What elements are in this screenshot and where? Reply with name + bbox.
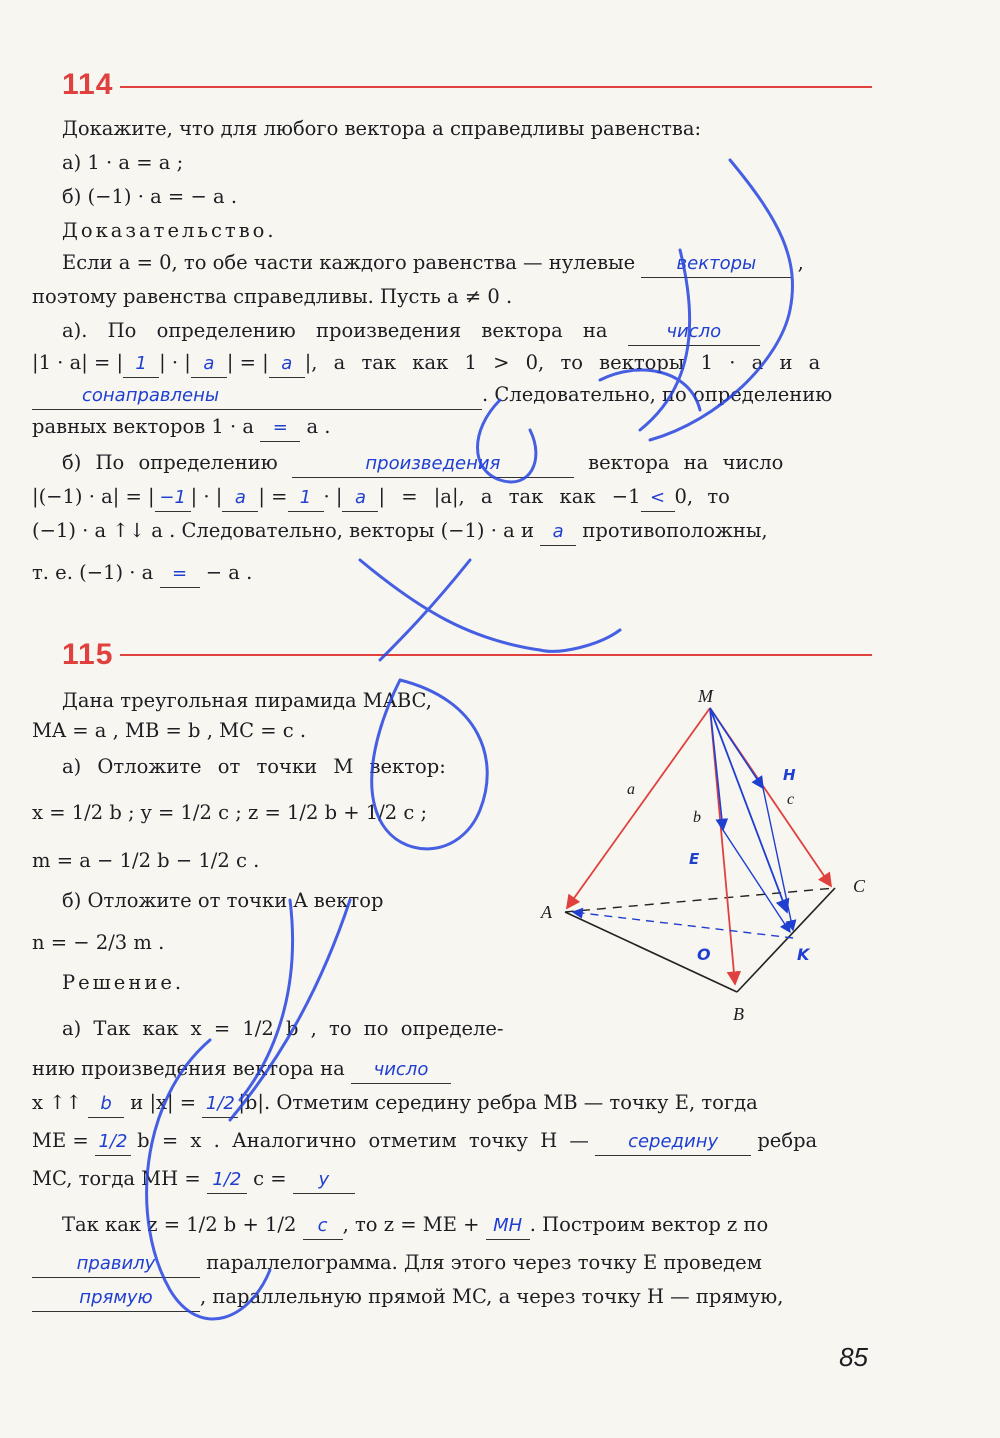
solution-line-2 — [32, 1056, 451, 1084]
scribble-stroke — [380, 560, 470, 660]
answer-midpoint: середину — [628, 1131, 719, 1152]
answer-blank[interactable] — [540, 518, 576, 546]
proof-line-6-text: равных векторов 1 · a — [32, 415, 255, 438]
solution-line-6-part: Так как z = 1/2 b + 1/2 — [62, 1213, 297, 1236]
solution-line-4-part: ребра — [757, 1129, 818, 1152]
task-115-p2: MA = a , MB = b , MC = c . — [32, 719, 307, 742]
label-b: B — [733, 1004, 744, 1024]
proof-line-9 — [32, 518, 768, 546]
answer-blank[interactable] — [32, 382, 482, 410]
proof-line-4-part: |, а так как 1 > 0, то векторы 1 · a и a — [304, 351, 821, 374]
edge-ab — [565, 912, 737, 992]
solution-line-4-part: ME = — [32, 1129, 89, 1152]
answer-mh: MH — [493, 1215, 523, 1236]
answer-number: число — [373, 1059, 429, 1080]
vector-ma — [567, 708, 710, 908]
label-vec-c: c — [787, 791, 795, 808]
task-115-p7: n = − 2/3 m . — [32, 931, 165, 954]
answer-c: c — [317, 1215, 328, 1236]
task-115-p5: m = a − 1/2 b − 1/2 c . — [32, 849, 260, 872]
label-vec-b: b — [693, 809, 701, 826]
task-115-p3: а) Отложите от точки M вектор: — [62, 755, 446, 778]
answer-half: 1/2 — [212, 1169, 242, 1190]
answer-a: a — [281, 353, 293, 374]
line-ek — [723, 830, 790, 932]
answer-half: 1/2 — [98, 1131, 128, 1152]
solution-line-4 — [32, 1128, 817, 1156]
proof-line-8-part: | · | — [190, 485, 223, 508]
proof-line-1-text: Если a = 0, то обе части каждого равенства — нулевые — [62, 251, 636, 274]
proof-line-8-part: | = — [258, 485, 288, 508]
solution-line-5 — [32, 1166, 355, 1194]
answer-blank[interactable] — [207, 1166, 247, 1194]
answer-line: прямую — [79, 1287, 153, 1308]
task-114-statement: Докажите, что для любого вектора a справедливы равенства: — [62, 117, 702, 140]
proof-line-3 — [62, 318, 760, 346]
solution-line-1: а) Так как x = 1/2 b , то по определе- — [62, 1017, 504, 1040]
task-115-p6: б) Отложите от точки A вектор — [62, 889, 384, 912]
solution-line-5-part: MC, тогда MH = — [32, 1167, 201, 1190]
label-vec-a: a — [627, 781, 635, 798]
task-114-number: 114 — [62, 68, 114, 101]
answer-blank[interactable] — [292, 450, 574, 478]
answer-blank[interactable] — [641, 250, 791, 278]
proof-line-10-text: т. е. (−1) · a — [32, 561, 154, 584]
solution-line-6-part: , то z = ME + — [342, 1213, 480, 1236]
proof-line-8-part: 0, то — [674, 485, 730, 508]
answer-a: a — [552, 521, 564, 542]
answer-equals: = — [171, 563, 188, 584]
solution-line-6 — [62, 1212, 768, 1240]
solution-line-4-part: b = x . Аналогично отметим точку H — — [137, 1129, 589, 1152]
label-h: H — [783, 766, 796, 784]
proof-line-6-text: a . — [306, 415, 331, 438]
solution-line-8 — [32, 1284, 783, 1312]
answer-blank[interactable] — [351, 1056, 451, 1084]
answer-blank[interactable] — [222, 484, 258, 512]
solution-line-7 — [32, 1250, 762, 1278]
proof-line-4-part: |1 · a| = | — [32, 351, 124, 374]
proof-line-8-part: | = |a|, а так как −1 — [378, 485, 641, 508]
proof-line-10 — [32, 560, 252, 588]
solution-line-3-part: |b|. Отметим середину ребра MB — точку E, тогда — [238, 1091, 758, 1114]
answer-blank[interactable] — [160, 560, 200, 588]
answer-blank[interactable] — [32, 1284, 200, 1312]
answer-blank[interactable] — [288, 484, 324, 512]
label-k: K — [797, 945, 810, 964]
answer-blank[interactable] — [628, 318, 760, 346]
solution-line-6-part: . Построим вектор z по — [529, 1213, 769, 1236]
pyramid-figure — [535, 680, 875, 1030]
edge-bc — [737, 888, 835, 992]
answer-number: число — [666, 321, 722, 342]
proof-line-7 — [62, 450, 783, 478]
answer-codirected: сонаправлены — [82, 385, 220, 406]
answer-blank[interactable] — [342, 484, 378, 512]
answer-y: y — [318, 1169, 330, 1190]
answer-blank[interactable] — [293, 1166, 355, 1194]
task-114-item-a: а) 1 · a = a ; — [62, 151, 184, 174]
answer-vectors: векторы — [676, 253, 757, 274]
answer-a: a — [234, 487, 246, 508]
solution-line-3 — [32, 1090, 758, 1118]
proof-line-6 — [32, 414, 331, 442]
scribble-stroke — [360, 560, 620, 651]
label-m: M — [698, 686, 713, 706]
scribble-stroke — [230, 900, 350, 1120]
answer-blank[interactable] — [486, 1212, 530, 1240]
proof-line-5 — [32, 382, 832, 410]
answer-a: a — [203, 353, 215, 374]
task-114-header — [62, 68, 113, 102]
answer-blank[interactable] — [88, 1090, 124, 1118]
answer-blank[interactable] — [595, 1128, 751, 1156]
answer-one: 1 — [135, 353, 147, 374]
task-115-number: 115 — [62, 638, 114, 671]
proof-line-5-text: . Следовательно, по определению — [482, 383, 833, 406]
edge-ac — [565, 888, 835, 912]
solution-line-7-text: параллелограмма. Для этого через точку E проведем — [206, 1251, 762, 1274]
proof-line-4 — [32, 350, 820, 378]
answer-blank[interactable] — [155, 484, 191, 512]
vector-n — [573, 912, 793, 938]
label-c: C — [853, 876, 866, 896]
proof-line-1: Если a = 0, то обе части каждого равенства — нулевые векторы , — [62, 250, 804, 278]
proof-line-4-part: | = | — [226, 351, 269, 374]
proof-line-3-text: а). По определению произведения вектора на — [62, 319, 608, 342]
answer-minus-one: −1 — [159, 487, 186, 508]
proof-heading: Доказательство. — [62, 219, 277, 242]
answer-less: < — [649, 487, 666, 508]
label-o: O — [697, 945, 711, 964]
answer-a: a — [354, 487, 366, 508]
solution-line-2-text: нию произведения вектора на — [32, 1057, 345, 1080]
proof-line-4-part: | · | — [159, 351, 191, 374]
answer-rule: правилу — [76, 1253, 156, 1274]
proof-line-7-text: б) По определению — [62, 451, 278, 474]
answer-b: b — [100, 1093, 112, 1114]
answer-equals: = — [272, 417, 288, 438]
label-e: E — [689, 850, 700, 868]
answer-product: произведения — [365, 453, 501, 474]
answer-half: 1/2 — [205, 1093, 235, 1114]
solution-line-3-part: и |x| = — [130, 1091, 197, 1114]
answer-blank[interactable] — [641, 484, 675, 512]
solution-line-5-part: c = — [253, 1167, 287, 1190]
answer-blank[interactable] — [95, 1128, 131, 1156]
task-115-p4: x = 1/2 b ; y = 1/2 c ; z = 1/2 b + 1/2 c ; — [32, 801, 428, 824]
proof-line-8-part: |(−1) · a| = | — [32, 485, 155, 508]
proof-line-2: поэтому равенства справедливы. Пусть a ≠ 0 . — [32, 285, 513, 308]
solution-line-8-text: , параллельную прямой MC, а через точку H — прямую, — [200, 1285, 784, 1308]
answer-blank[interactable] — [303, 1212, 343, 1240]
task-114-item-b: б) (−1) · a = − a . — [62, 185, 238, 208]
proof-line-8 — [32, 484, 730, 512]
label-a: A — [541, 902, 552, 922]
page-number: 85 — [839, 1342, 868, 1372]
answer-blank[interactable] — [202, 1090, 238, 1118]
task-115-rule — [120, 654, 872, 656]
proof-line-8-part: · | — [323, 485, 343, 508]
solution-heading: Решение. — [62, 971, 185, 994]
answer-one: 1 — [299, 487, 312, 508]
task-115-p1: Дана треугольная пирамида MABC, — [62, 689, 432, 712]
proof-line-10-text: − a . — [205, 561, 253, 584]
task-115-header — [62, 638, 113, 672]
proof-line-9-text: противоположны, — [582, 519, 768, 542]
proof-line-7-text: вектора на число — [588, 451, 784, 474]
answer-blank[interactable] — [191, 350, 227, 378]
answer-blank[interactable] — [260, 414, 300, 442]
task-114-rule — [120, 86, 872, 88]
proof-line-9-text: (−1) · a ↑↓ a . Следовательно, векторы (−1) · a и — [32, 519, 534, 542]
answer-blank[interactable] — [123, 350, 159, 378]
answer-blank[interactable] — [32, 1250, 200, 1278]
solution-line-3-part: x ↑↑ — [32, 1091, 82, 1114]
answer-blank[interactable] — [269, 350, 305, 378]
